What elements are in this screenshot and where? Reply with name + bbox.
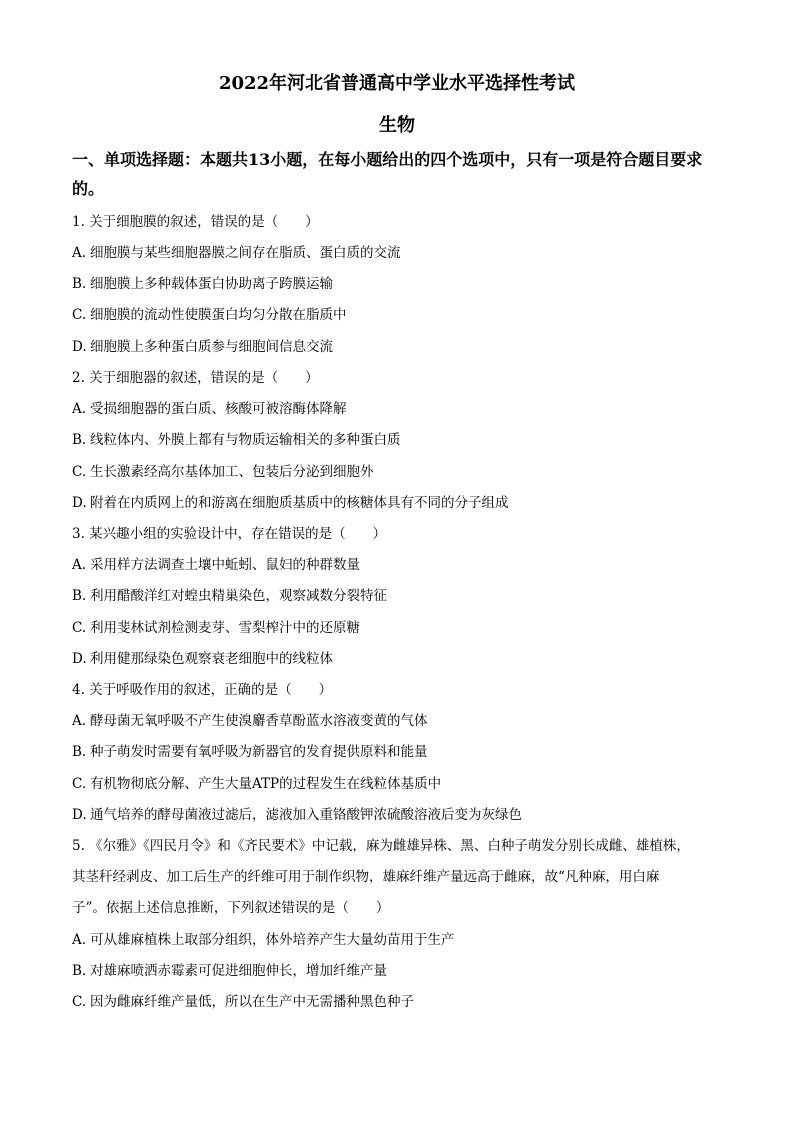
question-stem: 3. 某兴趣小组的实验设计中，存在错误的是（ ）	[72, 526, 387, 542]
option-letter: D.	[72, 495, 87, 511]
option-letter: A.	[72, 245, 87, 261]
option-letter: A.	[72, 401, 87, 417]
option-item	[72, 742, 722, 762]
option-item	[72, 305, 722, 325]
option-text: 利用醋酸洋红对蝗虫精巢染色，观察减数分裂特征	[90, 588, 387, 604]
option-item	[72, 711, 722, 731]
option-text: 利用斐林试剂检测麦芽、雪梨榨汁中的还原糖	[90, 620, 360, 636]
option-text: 细胞膜与某些细胞器膜之间存在脂质、蛋白质的交流	[90, 245, 401, 261]
option-item	[72, 462, 722, 482]
question-stem-line: 5. 《尔雅》《四民月令》和《齐民要术》中记载，麻为雌雄异株、黑、白种子萌发分别长成雌、雄植株，	[72, 838, 690, 854]
option-letter: B.	[72, 744, 87, 760]
option-item	[72, 649, 722, 669]
question-stem-line: 其茎秆经剥皮、加工后生产的纤维可用于制作织物，雄麻纤维产量远高于雌麻，故“凡种麻，用白麻	[72, 869, 660, 885]
option-letter: A.	[72, 557, 87, 573]
option-letter: B.	[72, 432, 87, 448]
option-text: 可从雄麻植株上取部分组织，体外培养产生大量幼苗用于生产	[90, 932, 455, 948]
option-item	[72, 274, 722, 294]
option-letter: B.	[72, 276, 87, 292]
option-item	[72, 961, 722, 981]
exam-title: 2022年河北省普通高中学业水平选择性考试	[218, 73, 576, 94]
question-stem: 4. 关于呼吸作用的叙述，正确的是（ ）	[72, 682, 333, 698]
option-letter: D.	[72, 339, 87, 355]
option-text: 细胞膜的流动性使膜蛋白均匀分散在脂质中	[90, 307, 347, 323]
option-letter: D.	[72, 651, 87, 667]
option-letter: A.	[72, 932, 87, 948]
option-item	[72, 243, 722, 263]
option-text: 因为雌麻纤维产量低，所以在生产中无需播种黑色种子	[90, 994, 414, 1010]
option-text: 受损细胞器的蛋白质、核酸可被溶酶体降解	[90, 401, 347, 417]
option-text: 细胞膜上多种蛋白质参与细胞间信息交流	[90, 339, 333, 355]
option-item	[72, 805, 722, 825]
option-text: 对雄麻喷洒赤霉素可促进细胞伸长，增加纤维产量	[90, 963, 387, 979]
option-letter: C.	[72, 307, 87, 323]
option-text: 采用样方法调查土壤中蚯蚓、鼠妇的种群数量	[90, 557, 360, 573]
option-letter: C.	[72, 620, 87, 636]
option-letter: B.	[72, 963, 87, 979]
question-stem: 1. 关于细胞膜的叙述，错误的是（ ）	[72, 214, 319, 230]
option-text: 细胞膜上多种载体蛋白协助离子跨膜运输	[90, 276, 333, 292]
option-text: 线粒体内、外膜上都有与物质运输相关的多种蛋白质	[90, 432, 401, 448]
section-heading: 一、单项选择题：本题共13小题，在每小题给出的四个选项中，只有一项是符合题目要求的。	[72, 150, 703, 198]
option-item	[72, 337, 722, 357]
option-letter: A.	[72, 713, 87, 729]
option-text: 利用健那绿染色观察衰老细胞中的线粒体	[90, 651, 333, 667]
option-text: 有机物彻底分解、产生大量ATP的过程发生在线粒体基质中	[90, 776, 442, 792]
option-item	[72, 774, 722, 794]
option-item	[72, 399, 722, 419]
question-stem: 2. 关于细胞器的叙述，错误的是（ ）	[72, 370, 319, 386]
option-item	[72, 930, 722, 950]
option-text: 酵母菌无氧呼吸不产生使溴麝香草酚蓝水溶液变黄的气体	[90, 713, 428, 729]
option-letter: C.	[72, 776, 87, 792]
option-item	[72, 430, 722, 450]
subject-title: 生物	[379, 115, 415, 136]
option-letter: C.	[72, 464, 87, 480]
option-text: 生长激素经高尔基体加工、包装后分泌到细胞外	[90, 464, 374, 480]
question-stem-line: 子”。依据上述信息推断，下列叙述错误的是（ ）	[72, 900, 390, 916]
option-text: 附着在内质网上的和游离在细胞质基质中的核糖体具有不同的分子组成	[90, 495, 509, 511]
option-letter: D.	[72, 807, 87, 823]
option-item	[72, 586, 722, 606]
option-letter: B.	[72, 588, 87, 604]
option-item	[72, 618, 722, 638]
option-letter: C.	[72, 994, 87, 1010]
option-text: 种子萌发时需要有氧呼吸为新器官的发育提供原料和能量	[90, 744, 428, 760]
option-item	[72, 555, 722, 575]
option-item	[72, 493, 722, 513]
option-text: 通气培养的酵母菌液过滤后，滤液加入重铬酸钾浓硫酸溶液后变为灰绿色	[90, 807, 522, 823]
option-item	[72, 992, 722, 1012]
